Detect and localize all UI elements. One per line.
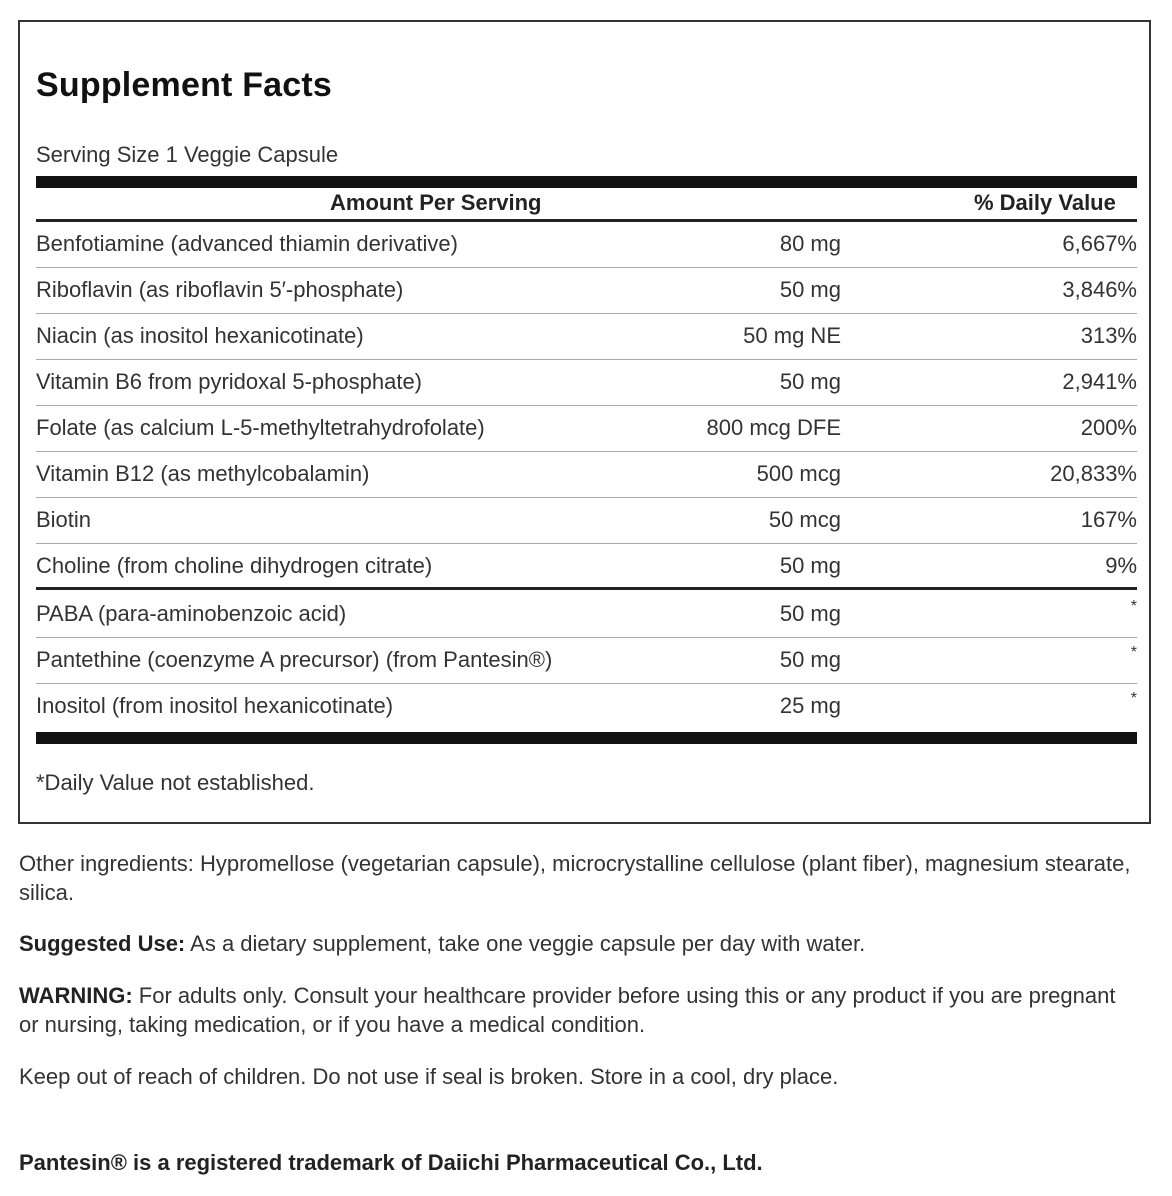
nutrient-name: Vitamin B12 (as methylcobalamin)	[36, 461, 370, 486]
table-row	[36, 684, 1137, 730]
other-ingredients: Other ingredients: Hypromellose (vegetarian capsule), microcrystalline cellulose (plant fiber), magnesium stearate, silica.	[19, 851, 1131, 905]
nutrient-daily-value: 6,667%	[1062, 231, 1137, 256]
daily-value-footnote: *Daily Value not established.	[36, 770, 315, 795]
nutrient-amount: 50 mg	[779, 553, 841, 578]
trademark-notice: Pantesin® is a registered trademark of Daiichi Pharmaceutical Co., Ltd.	[19, 1150, 763, 1175]
nutrient-name: Benfotiamine (advanced thiamin derivative)	[36, 231, 458, 256]
header-amount-per-serving: Amount Per Serving	[330, 190, 542, 215]
nutrient-name: PABA (para-aminobenzoic acid)	[36, 601, 347, 626]
nutrient-daily-value: 20,833%	[1050, 461, 1137, 486]
nutrient-daily-value: 2,941%	[1062, 369, 1137, 394]
nutrient-name: Niacin (as inositol hexanicotinate)	[36, 323, 364, 348]
table-row	[36, 544, 1137, 590]
bottom-thick-divider	[36, 732, 1137, 744]
panel-title: Supplement Facts	[36, 66, 333, 104]
nutrient-name: Pantethine (coenzyme A precursor) (from Pantesin®)	[36, 647, 553, 672]
table-row	[36, 452, 1137, 498]
storage-instructions: Keep out of reach of children. Do not use if seal is broken. Store in a cool, dry place.	[19, 1064, 839, 1089]
suggested-use	[19, 929, 1139, 958]
nutrient-daily-value: *	[1130, 598, 1137, 615]
table-row	[36, 360, 1137, 406]
nutrient-daily-value: 3,846%	[1062, 277, 1137, 302]
nutrient-amount: 25 mg	[779, 693, 841, 718]
header-daily-value: % Daily Value	[974, 190, 1116, 215]
nutrient-name: Inositol (from inositol hexanicotinate)	[36, 693, 394, 718]
nutrient-amount: 50 mg	[779, 369, 841, 394]
nutrient-name: Folate (as calcium L-5-methyltetrahydrofolate)	[36, 415, 485, 440]
nutrient-amount: 50 mg	[779, 277, 841, 302]
nutrient-name: Riboflavin (as riboflavin 5′-phosphate)	[36, 277, 404, 302]
nutrient-name: Vitamin B6 from pyridoxal 5-phosphate)	[36, 369, 423, 394]
table-row	[36, 314, 1137, 360]
top-thick-divider	[36, 176, 1137, 188]
suggested-use-text: As a dietary supplement, take one veggie capsule per day with water.	[185, 931, 866, 956]
nutrient-amount: 50 mg NE	[743, 323, 841, 348]
nutrient-daily-value: 9%	[1105, 553, 1137, 578]
serving-size: Serving Size 1 Veggie Capsule	[36, 142, 339, 167]
table-row	[36, 406, 1137, 452]
nutrient-daily-value: 313%	[1080, 323, 1137, 348]
nutrient-amount: 80 mg	[779, 231, 841, 256]
nutrient-amount: 50 mg	[779, 601, 841, 626]
nutrient-amount: 800 mcg DFE	[706, 415, 841, 440]
warning-label: WARNING:	[19, 983, 133, 1008]
nutrient-daily-value: 200%	[1080, 415, 1137, 440]
nutrient-amount: 500 mcg	[756, 461, 841, 486]
table-row	[36, 592, 1137, 638]
table-row	[36, 268, 1137, 314]
warning	[19, 981, 1139, 1039]
nutrient-daily-value: *	[1130, 644, 1137, 661]
nutrient-name: Choline (from choline dihydrogen citrate)	[36, 553, 433, 578]
nutrient-daily-value: 167%	[1080, 507, 1137, 532]
table-row	[36, 638, 1137, 684]
suggested-use-label: Suggested Use:	[19, 931, 186, 956]
supplement-facts-panel	[18, 20, 1151, 824]
table-row	[36, 498, 1137, 544]
nutrient-name: Biotin	[36, 507, 92, 532]
table-row	[36, 222, 1137, 268]
nutrient-daily-value: *	[1130, 690, 1137, 707]
nutrient-amount: 50 mcg	[768, 507, 841, 532]
nutrient-amount: 50 mg	[779, 647, 841, 672]
warning-text: For adults only. Consult your healthcare provider before using this or any product if you are pregnant or nursing, taking medication, or if you have a medical condition.	[19, 983, 1116, 1037]
